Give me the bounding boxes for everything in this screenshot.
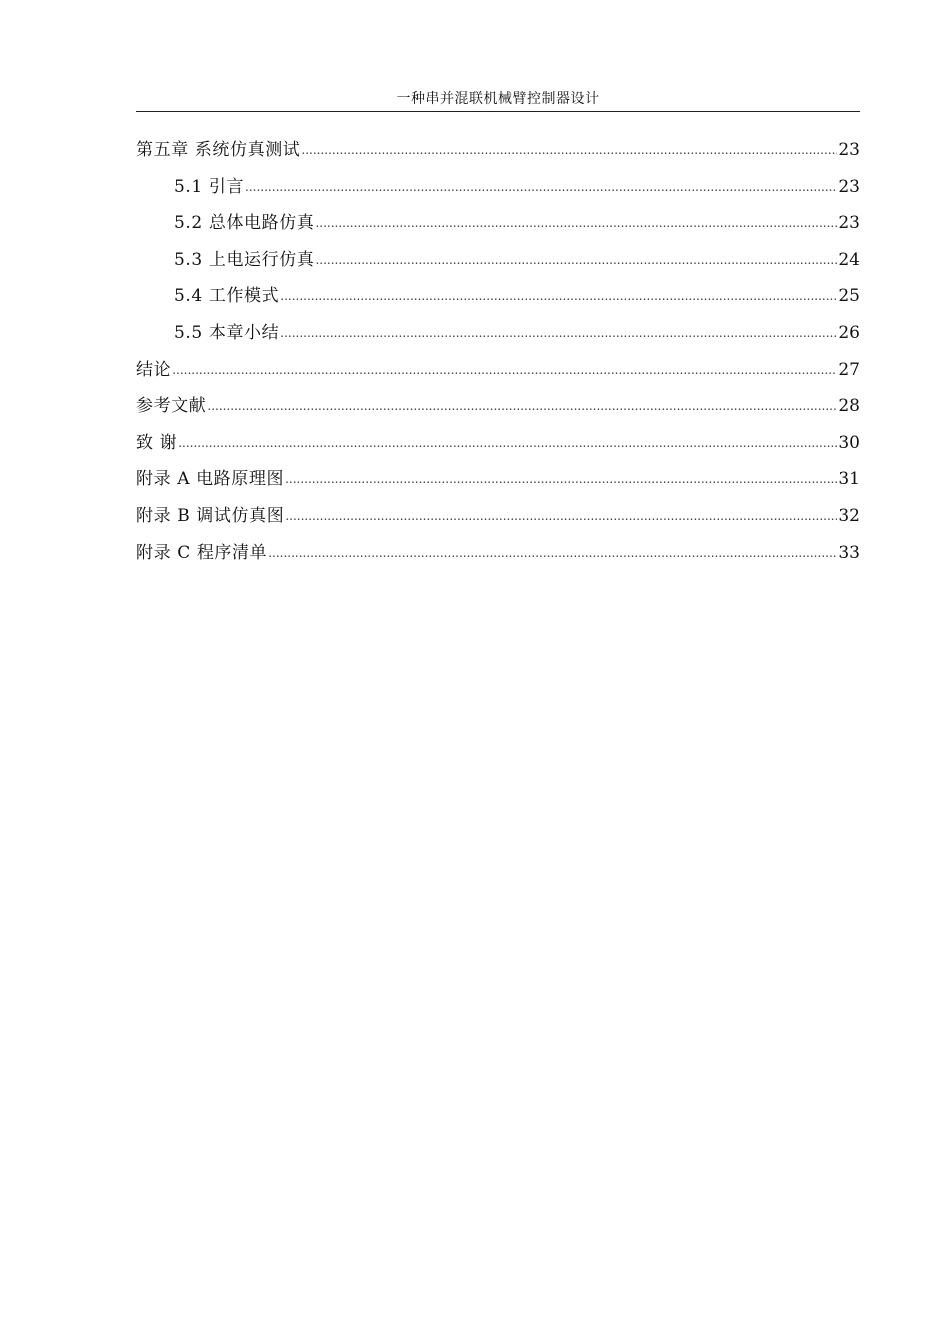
toc-entry-title: 结论 bbox=[136, 359, 172, 380]
toc-entry[interactable] bbox=[136, 535, 860, 572]
toc-entry-title: 第五章 系统仿真测试 bbox=[136, 140, 301, 160]
toc-entry[interactable] bbox=[136, 315, 860, 352]
document-title: 一种串并混联机械臂控制器设计 bbox=[396, 91, 600, 107]
toc-entry[interactable] bbox=[136, 205, 860, 242]
toc-entry[interactable] bbox=[136, 388, 860, 425]
toc-entry[interactable] bbox=[136, 352, 860, 389]
toc-entry-title: 附录 B 调试仿真图 bbox=[136, 505, 285, 526]
toc-dot-leader bbox=[315, 241, 837, 279]
toc-dot-leader bbox=[207, 387, 837, 425]
toc-dot-leader bbox=[172, 351, 837, 389]
toc-entry[interactable] bbox=[136, 425, 860, 462]
toc-page-number: 24 bbox=[838, 249, 860, 270]
toc-dot-leader bbox=[285, 497, 837, 535]
toc-entry[interactable] bbox=[136, 132, 860, 169]
toc-entry[interactable] bbox=[136, 461, 860, 498]
toc-page-number: 33 bbox=[838, 542, 860, 563]
toc-entry-title: 5.1 引言 bbox=[174, 176, 245, 197]
toc-entry[interactable] bbox=[136, 242, 860, 279]
toc-dot-leader bbox=[245, 168, 837, 206]
toc-entry-title: 致 谢 bbox=[136, 432, 178, 453]
toc-entry-title: 参考文献 bbox=[136, 396, 207, 417]
toc-dot-leader bbox=[280, 277, 837, 315]
toc-dot-leader bbox=[268, 534, 837, 572]
toc-page-number: 32 bbox=[838, 505, 860, 526]
page-header bbox=[136, 88, 860, 112]
toc-page-number: 31 bbox=[838, 469, 860, 490]
toc-entry-title: 5.4 工作模式 bbox=[174, 286, 280, 307]
toc-dot-leader bbox=[315, 204, 837, 242]
toc-page-number: 27 bbox=[838, 359, 860, 380]
toc-entry-title: 附录 C 程序清单 bbox=[136, 542, 268, 563]
toc-entry[interactable] bbox=[136, 169, 860, 206]
toc-entry-title: 附录 A 电路原理图 bbox=[136, 469, 285, 490]
table-of-contents bbox=[136, 132, 860, 571]
toc-page-number: 26 bbox=[838, 322, 860, 343]
toc-page-number: 25 bbox=[838, 286, 860, 307]
toc-entry-title: 5.3 上电运行仿真 bbox=[174, 249, 315, 270]
toc-page-number: 30 bbox=[838, 432, 860, 453]
toc-entry-title: 5.2 总体电路仿真 bbox=[174, 213, 315, 234]
toc-dot-leader bbox=[280, 314, 837, 352]
toc-dot-leader bbox=[178, 424, 837, 462]
toc-page-number: 23 bbox=[838, 140, 860, 160]
toc-entry[interactable] bbox=[136, 498, 860, 535]
toc-page-number: 28 bbox=[838, 396, 860, 417]
toc-page-number: 23 bbox=[838, 176, 860, 197]
toc-page-number: 23 bbox=[838, 213, 860, 234]
toc-dot-leader bbox=[285, 460, 837, 498]
toc-entry-title: 5.5 本章小结 bbox=[174, 322, 280, 343]
toc-entry[interactable] bbox=[136, 278, 860, 315]
toc-dot-leader bbox=[301, 131, 837, 169]
